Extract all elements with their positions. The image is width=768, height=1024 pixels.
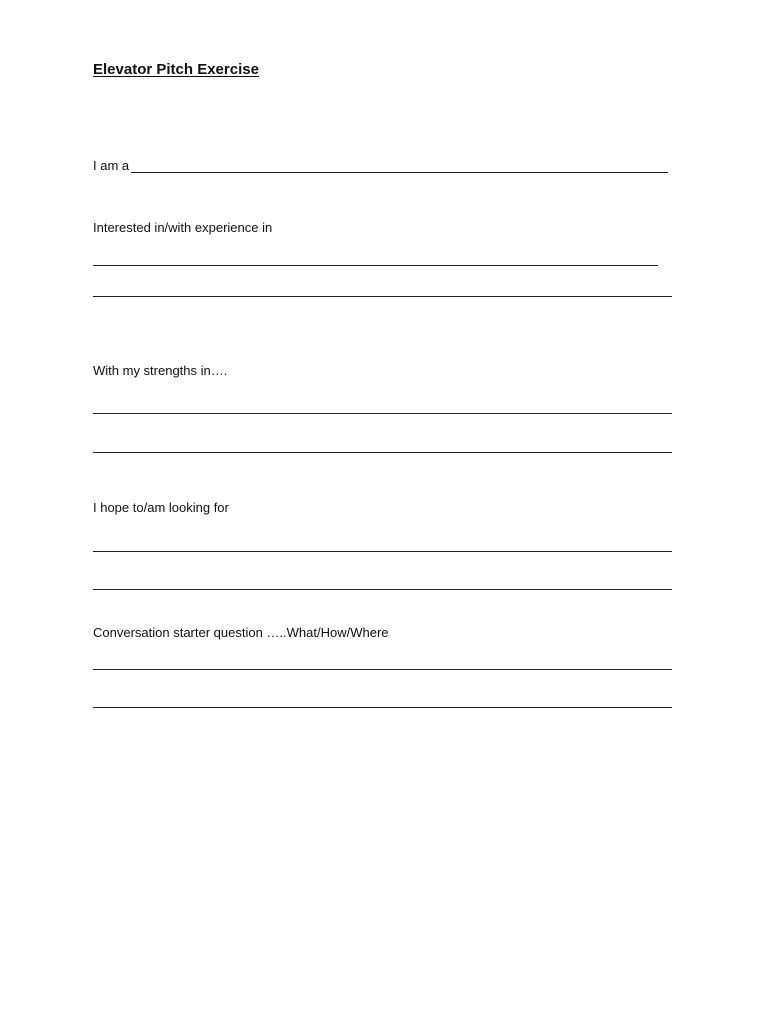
prompt-i-am: I am a (93, 158, 130, 173)
answer-line-strengths-1[interactable] (93, 413, 672, 414)
answer-line-interested-2[interactable] (93, 296, 672, 297)
answer-line-hope-1[interactable] (93, 551, 672, 552)
prompt-interested: Interested in/with experience in (93, 220, 273, 235)
prompt-hope: I hope to/am looking for (93, 500, 229, 515)
answer-line-conversation-2[interactable] (93, 707, 672, 708)
prompt-conversation: Conversation starter question …..What/How/Where (93, 625, 389, 640)
answer-line-interested-1[interactable] (93, 265, 658, 266)
answer-line-i-am[interactable] (131, 172, 668, 173)
document-title: Elevator Pitch Exercise (93, 61, 259, 78)
answer-line-strengths-2[interactable] (93, 452, 672, 453)
prompt-strengths: With my strengths in…. (93, 363, 228, 378)
answer-line-conversation-1[interactable] (93, 669, 672, 670)
answer-line-hope-2[interactable] (93, 589, 672, 590)
